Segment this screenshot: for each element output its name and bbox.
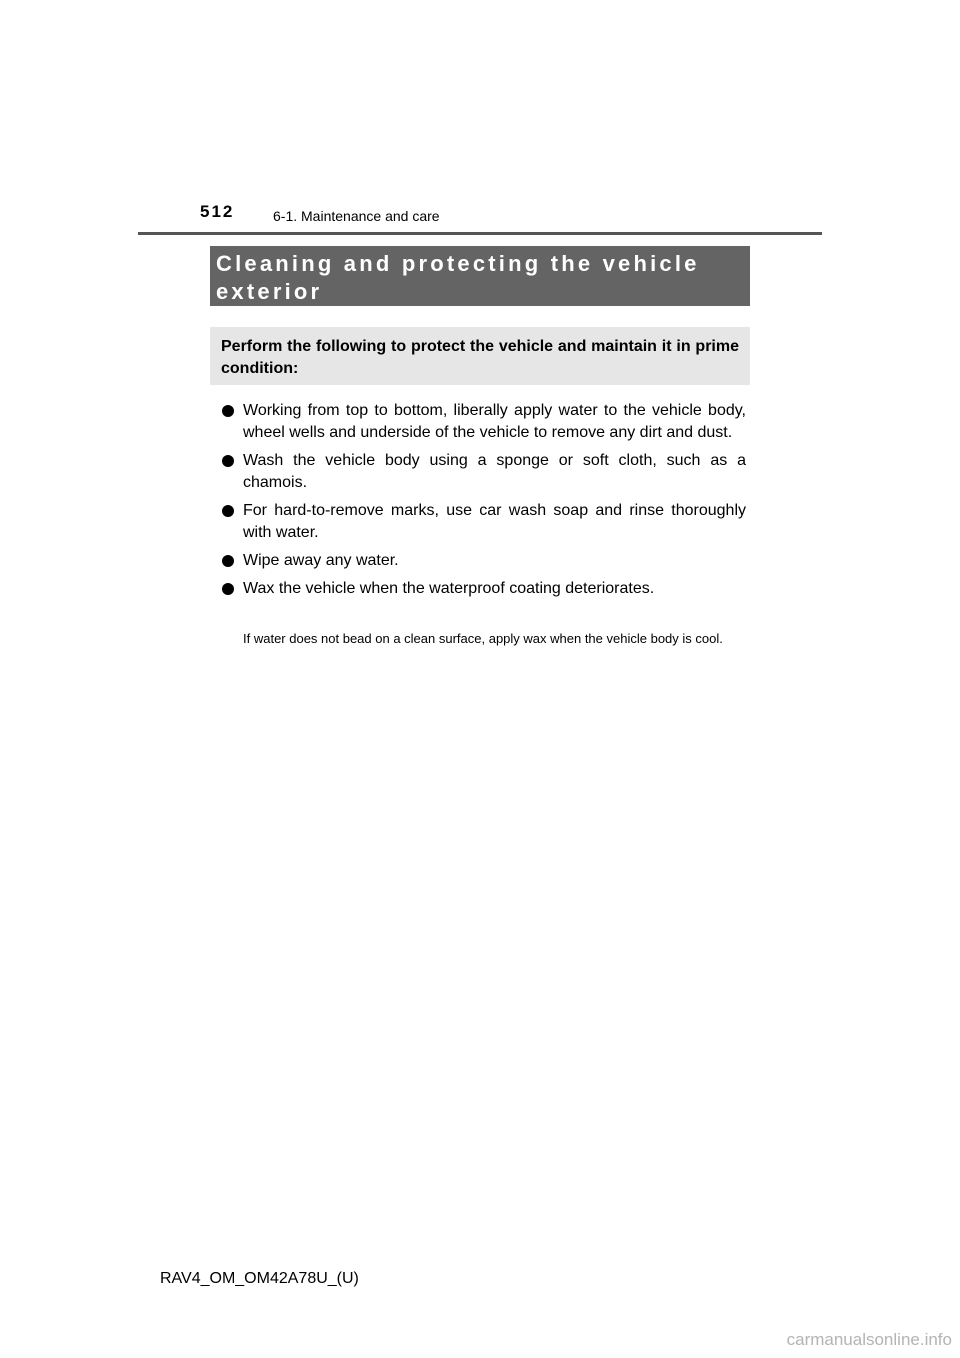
section-label: 6-1. Maintenance and care <box>273 208 440 224</box>
intro-text: Perform the following to protect the vehicle and maintain it in prime condition: <box>221 338 739 377</box>
list-item <box>222 450 746 494</box>
page-header <box>0 0 960 240</box>
list-item-text: For hard-to-remove marks, use car wash soap and rinse thoroughly with water. <box>243 502 746 541</box>
header-rule <box>138 232 822 235</box>
title-banner <box>210 246 750 306</box>
bullet-icon <box>222 583 234 595</box>
list-item <box>222 500 746 544</box>
intro-box <box>210 327 750 385</box>
list-item-text: Wipe away any water. <box>243 552 399 569</box>
bullet-icon <box>222 455 234 467</box>
bullet-icon <box>222 505 234 517</box>
list-item <box>222 550 746 572</box>
bullet-list <box>222 400 746 606</box>
list-item-text: Wash the vehicle body using a sponge or soft cloth, such as a chamois. <box>243 452 746 491</box>
page-title: Cleaning and protecting the vehicle exterior <box>216 251 700 304</box>
document-code: RAV4_OM_OM42A78U_(U) <box>160 1270 359 1287</box>
list-item <box>222 578 746 600</box>
wax-note: If water does not bead on a clean surface, apply wax when the vehicle body is cool. <box>243 631 723 646</box>
list-item-text: Working from top to bottom, liberally apply water to the vehicle body, wheel wells and underside of the vehicle to remove any dirt and dust. <box>243 402 746 441</box>
bullet-icon <box>222 405 234 417</box>
watermark: carmanualsonline.info <box>786 1330 952 1349</box>
bullet-icon <box>222 555 234 567</box>
list-item <box>222 400 746 444</box>
list-item-text: Wax the vehicle when the waterproof coating deteriorates. <box>243 580 655 597</box>
page-number: 512 <box>200 202 235 221</box>
